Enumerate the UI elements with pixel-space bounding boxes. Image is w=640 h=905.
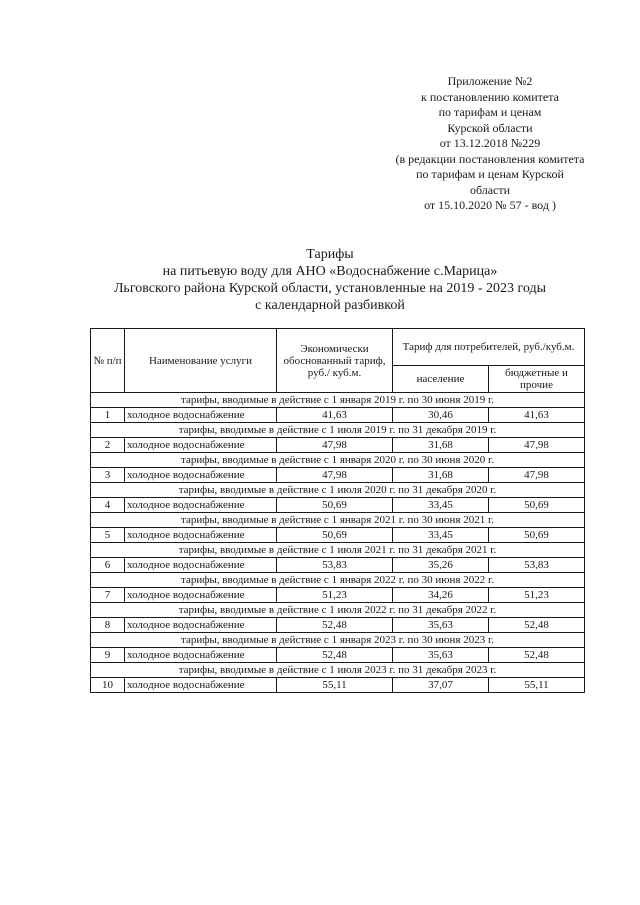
budget-tariff-value: 55,11: [489, 678, 585, 693]
title-line: с календарной разбивкой: [255, 298, 405, 313]
service-name: холодное водоснабжение: [125, 618, 277, 633]
header-budget: бюджетные и прочие: [489, 366, 585, 393]
period-row: [91, 483, 585, 498]
population-tariff-value: 31,68: [393, 468, 489, 483]
period-label: тарифы, вводимые в действие с 1 июля 2021 г. по 31 декабря 2021 г.: [91, 543, 585, 558]
annex-line: области: [469, 182, 511, 197]
period-row: [91, 543, 585, 558]
service-name: холодное водоснабжение: [125, 588, 277, 603]
service-name: холодное водоснабжение: [125, 498, 277, 513]
table-row: [91, 648, 585, 663]
annex-line: от 13.12.2018 №229: [439, 136, 541, 150]
table-body: [91, 393, 585, 693]
service-name: холодное водоснабжение: [125, 528, 277, 543]
population-tariff-value: 33,45: [393, 528, 489, 543]
period-row: [91, 393, 585, 408]
row-number: 4: [91, 498, 125, 513]
row-number: 2: [91, 438, 125, 453]
period-row: [91, 573, 585, 588]
economic-tariff-value: 52,48: [277, 618, 393, 633]
header-service: Наименование услуги: [125, 329, 277, 393]
economic-tariff-value: 55,11: [277, 678, 393, 693]
population-tariff-value: 35,26: [393, 558, 489, 573]
annex-line: Курской области: [447, 120, 533, 135]
economic-tariff-value: 47,98: [277, 438, 393, 453]
annex-line: Приложение №2: [447, 74, 533, 88]
economic-tariff-value: 51,23: [277, 588, 393, 603]
population-tariff-value: 37,07: [393, 678, 489, 693]
tariff-table: [90, 328, 585, 693]
budget-tariff-value: 47,98: [489, 468, 585, 483]
annex-line: к постановлению комитета: [421, 89, 559, 104]
budget-tariff-value: 51,23: [489, 588, 585, 603]
economic-tariff-value: 50,69: [277, 498, 393, 513]
budget-tariff-value: 53,83: [489, 558, 585, 573]
annex-block: [360, 74, 620, 214]
annex-line: от 15.10.2020 № 57 - вод ): [424, 198, 556, 212]
period-row: [91, 423, 585, 438]
title-line: на питьевую воду для АНО «Водоснабжение с.Марица»: [162, 264, 498, 279]
period-row: [91, 633, 585, 648]
population-tariff-value: 35,63: [393, 618, 489, 633]
service-name: холодное водоснабжение: [125, 468, 277, 483]
population-tariff-value: 34,26: [393, 588, 489, 603]
period-row: [91, 663, 585, 678]
budget-tariff-value: 52,48: [489, 618, 585, 633]
population-tariff-value: 33,45: [393, 498, 489, 513]
period-row: [91, 453, 585, 468]
period-label: тарифы, вводимые в действие с 1 июля 2019 г. по 31 декабря 2019 г.: [91, 423, 585, 438]
table-row: [91, 528, 585, 543]
header-consumer-tariff: Тариф для потребителей, руб./куб.м.: [393, 329, 585, 366]
economic-tariff-value: 53,83: [277, 558, 393, 573]
row-number: 3: [91, 468, 125, 483]
header-economic-tariff: Экономически обоснованный тариф, руб./ куб.м.: [277, 329, 393, 393]
table-row: [91, 618, 585, 633]
period-row: [91, 603, 585, 618]
row-number: 5: [91, 528, 125, 543]
table-row: [91, 438, 585, 453]
period-label: тарифы, вводимые в действие с 1 января 2023 г. по 30 июня 2023 г.: [91, 633, 585, 648]
population-tariff-value: 35,63: [393, 648, 489, 663]
budget-tariff-value: 50,69: [489, 528, 585, 543]
budget-tariff-value: 41,63: [489, 408, 585, 423]
budget-tariff-value: 50,69: [489, 498, 585, 513]
row-number: 6: [91, 558, 125, 573]
title-line: Тарифы: [306, 247, 354, 262]
period-label: тарифы, вводимые в действие с 1 июля 2020 г. по 31 декабря 2020 г.: [91, 483, 585, 498]
period-label: тарифы, вводимые в действие с 1 января 2021 г. по 30 июня 2021 г.: [91, 513, 585, 528]
economic-tariff-value: 47,98: [277, 468, 393, 483]
table-row: [91, 498, 585, 513]
period-label: тарифы, вводимые в действие с 1 января 2022 г. по 30 июня 2022 г.: [91, 573, 585, 588]
table-row: [91, 558, 585, 573]
row-number: 8: [91, 618, 125, 633]
service-name: холодное водоснабжение: [125, 648, 277, 663]
header-num: № п/п: [91, 329, 125, 393]
title-line: Льговского района Курской области, установленные на 2019 - 2023 годы: [113, 281, 547, 296]
period-label: тарифы, вводимые в действие с 1 января 2020 г. по 30 июня 2020 г.: [91, 453, 585, 468]
period-label: тарифы, вводимые в действие с 1 июля 2022 г. по 31 декабря 2022 г.: [91, 603, 585, 618]
service-name: холодное водоснабжение: [125, 558, 277, 573]
population-tariff-value: 30,46: [393, 408, 489, 423]
document-title: [60, 246, 600, 314]
row-number: 1: [91, 408, 125, 423]
service-name: холодное водоснабжение: [125, 678, 277, 693]
economic-tariff-value: 52,48: [277, 648, 393, 663]
table-row: [91, 678, 585, 693]
table-row: [91, 408, 585, 423]
annex-line: по тарифам и ценам: [438, 105, 542, 119]
economic-tariff-value: 41,63: [277, 408, 393, 423]
table-row: [91, 468, 585, 483]
annex-line: по тарифам и ценам Курской: [416, 167, 564, 181]
annex-line: (в редакции постановления комитета: [395, 151, 585, 166]
budget-tariff-value: 47,98: [489, 438, 585, 453]
population-tariff-value: 31,68: [393, 438, 489, 453]
period-label: тарифы, вводимые в действие с 1 января 2019 г. по 30 июня 2019 г.: [91, 393, 585, 408]
header-population: население: [393, 366, 489, 393]
economic-tariff-value: 50,69: [277, 528, 393, 543]
service-name: холодное водоснабжение: [125, 408, 277, 423]
table-row: [91, 588, 585, 603]
row-number: 9: [91, 648, 125, 663]
period-label: тарифы, вводимые в действие с 1 июля 2023 г. по 31 декабря 2023 г.: [91, 663, 585, 678]
period-row: [91, 513, 585, 528]
service-name: холодное водоснабжение: [125, 438, 277, 453]
row-number: 7: [91, 588, 125, 603]
row-number: 10: [91, 678, 125, 693]
budget-tariff-value: 52,48: [489, 648, 585, 663]
